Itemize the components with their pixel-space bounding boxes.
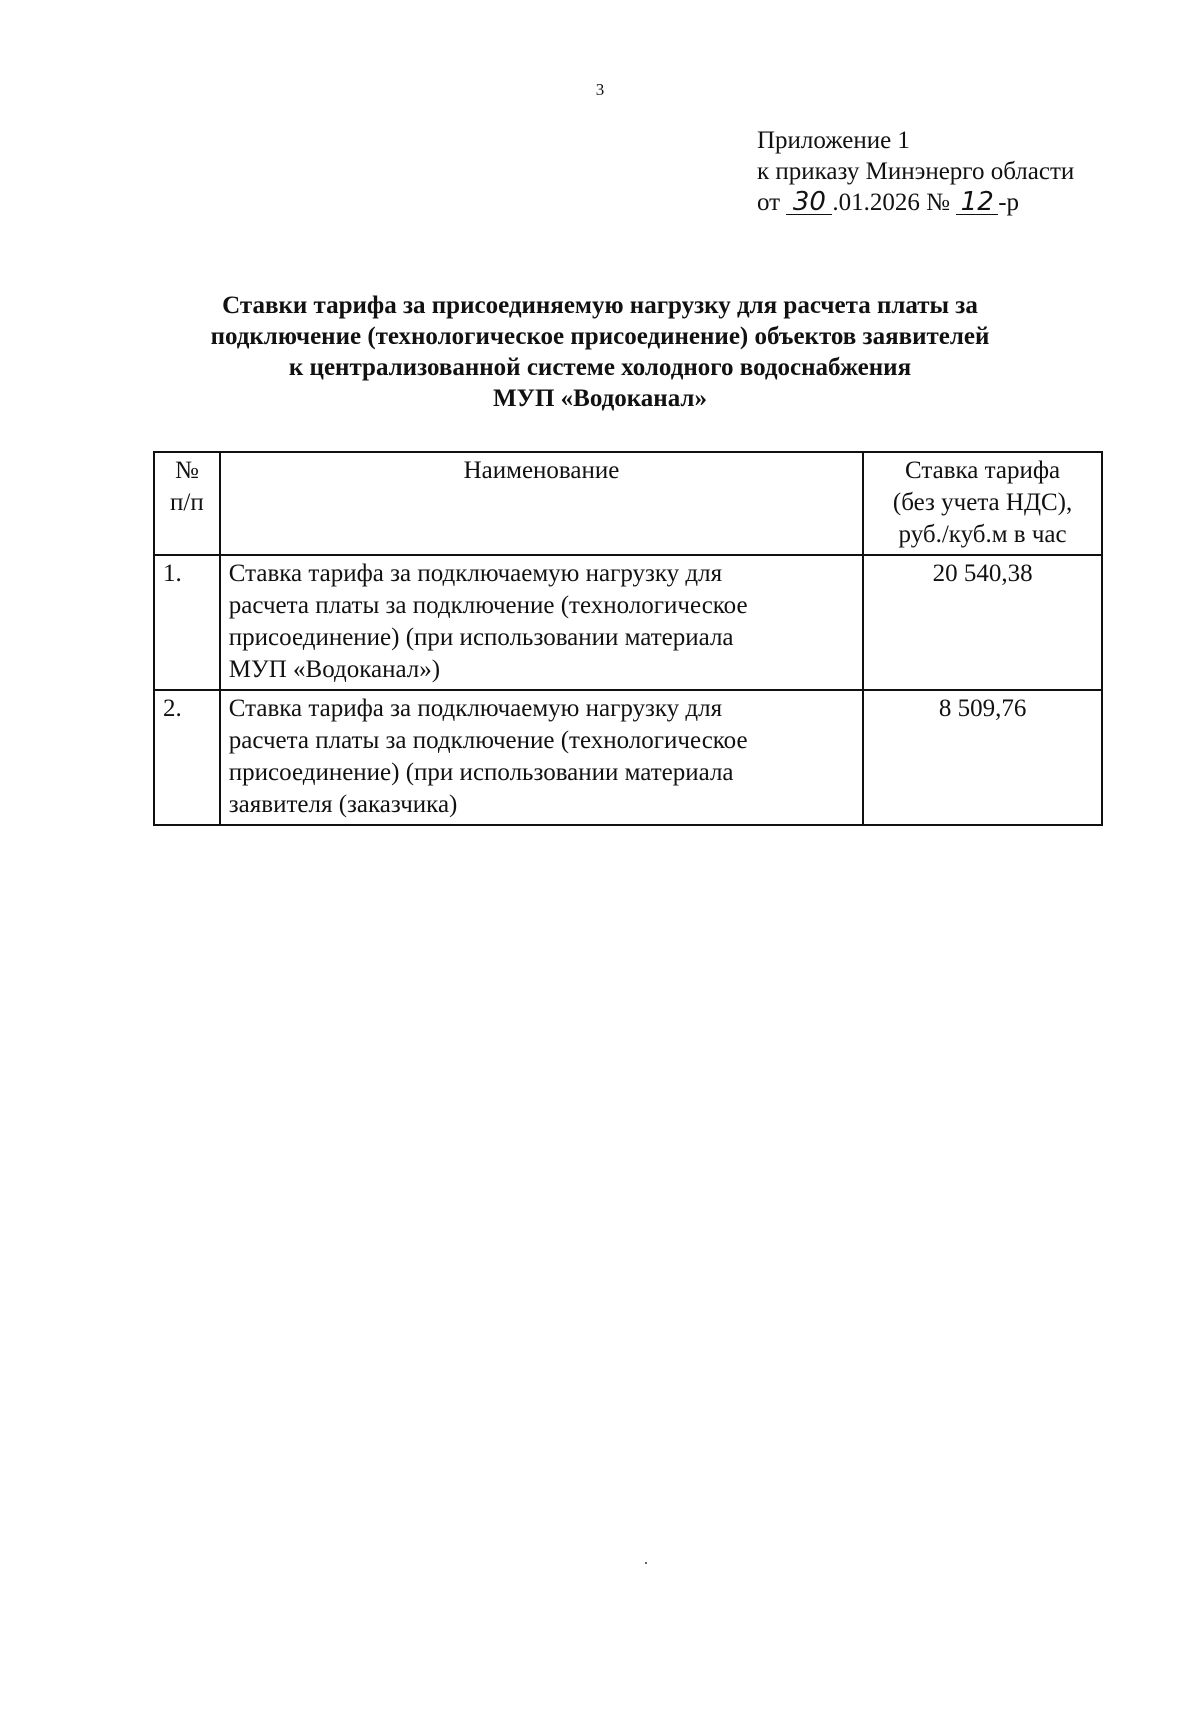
header-name: Наименование xyxy=(220,452,863,555)
row-name: Ставка тарифа за подключаемую нагрузку для расчета платы за подключение (технологическое присоединение) (при использовании материала МУП «Водоканал») xyxy=(220,555,863,690)
title-line-1: Ставки тарифа за присоединяемую нагрузку для расчета платы за xyxy=(222,292,978,319)
appendix-title: Приложение 1 xyxy=(757,127,910,154)
table-row xyxy=(154,690,1102,825)
appendix-block xyxy=(757,125,1074,218)
date-prefix: от xyxy=(757,189,781,216)
header-num: № п/п xyxy=(154,452,220,555)
appendix-date-line xyxy=(757,187,1074,218)
page-number: 3 xyxy=(595,80,605,99)
date-rest: .01.2026 № xyxy=(832,189,950,216)
title-line-3: к централизованной системе холодного водоснабжения xyxy=(288,354,912,381)
table-row xyxy=(154,555,1102,690)
table-header-row xyxy=(154,452,1102,555)
order-suffix: -р xyxy=(998,189,1020,216)
tariff-table xyxy=(153,451,1103,826)
scan-speck xyxy=(645,1562,647,1564)
row-name: Ставка тарифа за подключаемую нагрузку для расчета платы за подключение (технологическое присоединение) (при использовании материала заявителя (заказчика) xyxy=(220,690,863,825)
appendix-order-reference: к приказу Минэнерго области xyxy=(757,158,1075,185)
row-rate: 8 509,76 xyxy=(863,690,1102,825)
handwritten-day: 30 xyxy=(786,190,832,215)
title-line-4: МУП «Водоканал» xyxy=(493,385,707,412)
row-rate: 20 540,38 xyxy=(863,555,1102,690)
title-line-2: подключение (технологическое присоединение) объектов заявителей xyxy=(210,323,990,350)
row-num: 1. xyxy=(154,555,220,690)
header-rate: Ставка тарифа (без учета НДС), руб./куб.м в час xyxy=(863,452,1102,555)
document-title xyxy=(150,290,1050,414)
handwritten-order-number: 12 xyxy=(956,190,998,215)
row-num: 2. xyxy=(154,690,220,825)
